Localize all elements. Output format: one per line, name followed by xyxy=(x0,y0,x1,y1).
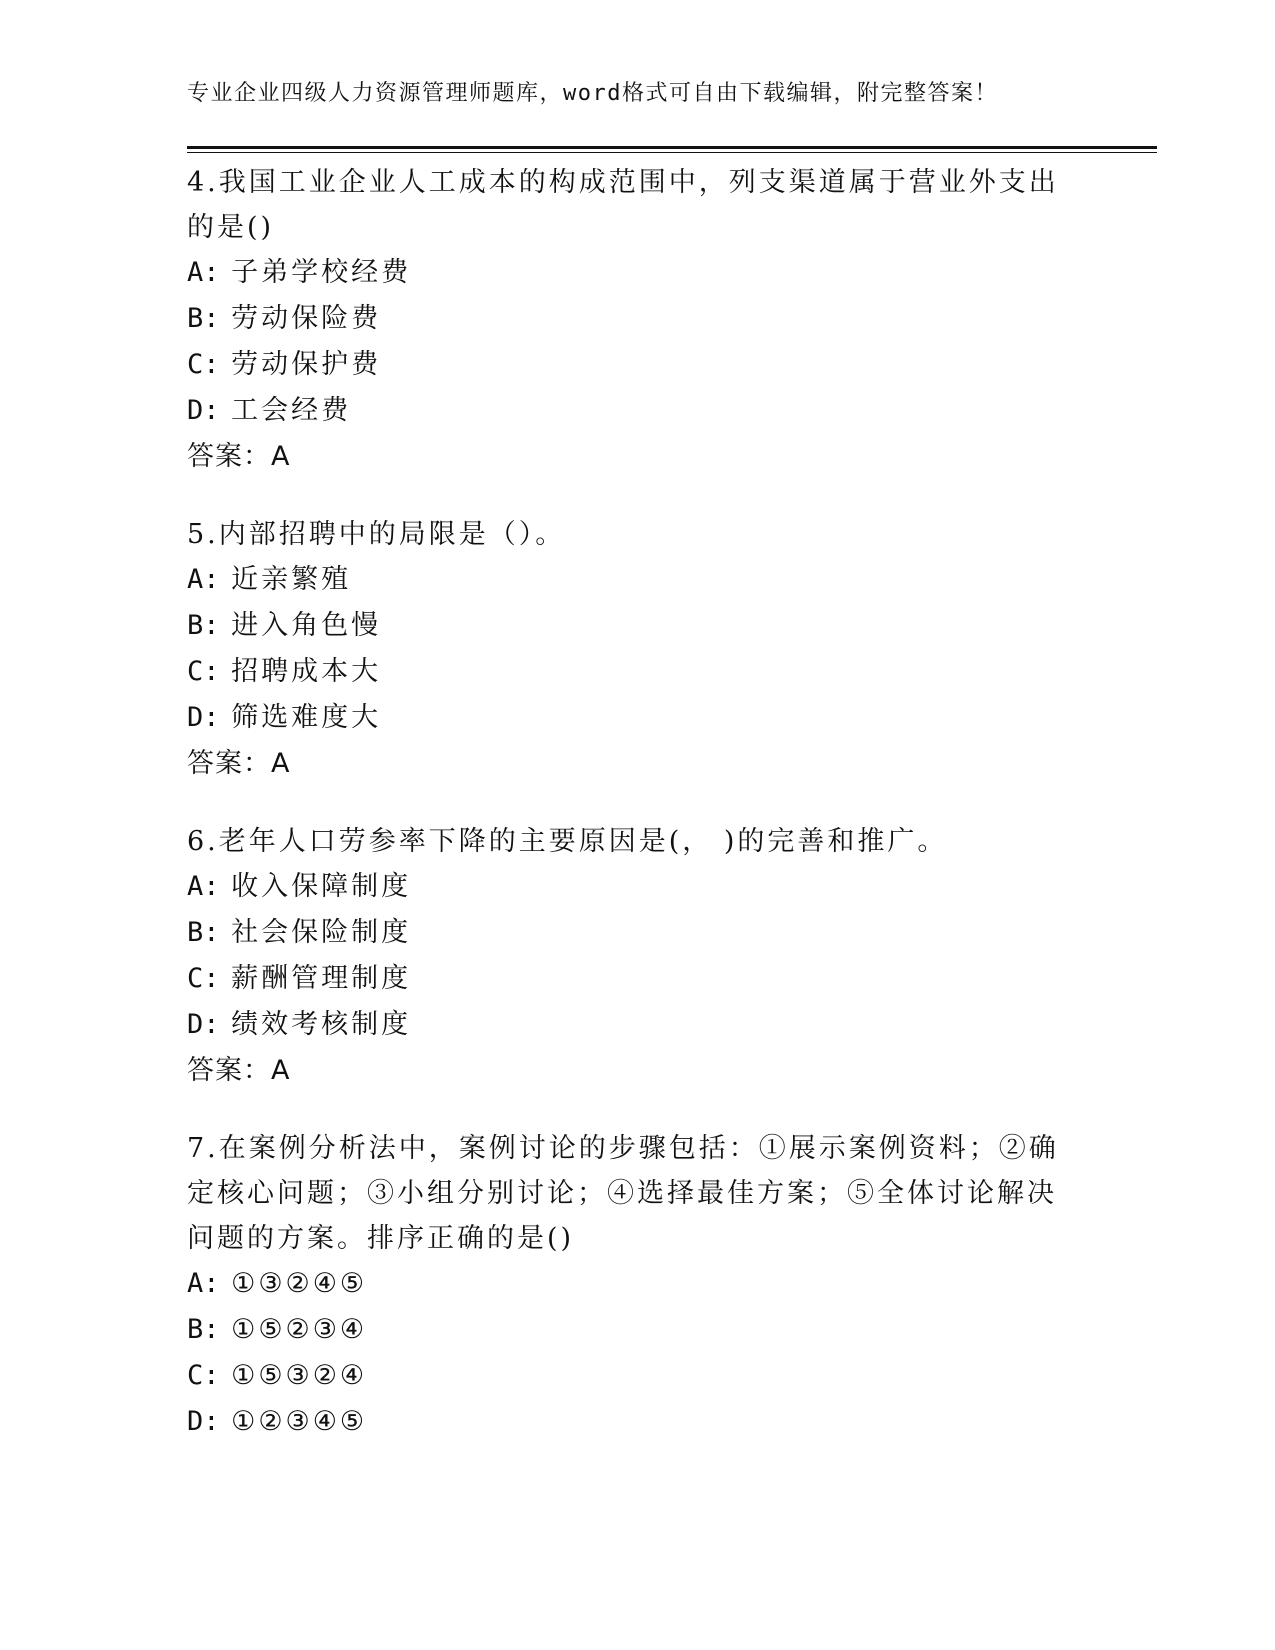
option-letter: C: xyxy=(187,349,220,380)
option-letter: A: xyxy=(187,564,220,595)
option-text: 劳动保险费 xyxy=(231,303,382,334)
answer-line: 答案：A xyxy=(187,1055,291,1086)
option-text: ①⑤③②④ xyxy=(231,1360,368,1391)
option-letter: C: xyxy=(187,963,220,994)
option-letter: D: xyxy=(187,1406,220,1437)
option-text: 劳动保护费 xyxy=(231,349,382,380)
header-rule-thin xyxy=(187,152,1157,153)
option-d xyxy=(187,1002,1067,1048)
option-letter: B: xyxy=(187,1314,220,1345)
option-a xyxy=(187,1261,1067,1307)
option-b xyxy=(187,910,1067,956)
option-d xyxy=(187,388,1067,434)
option-text: 招聘成本大 xyxy=(231,656,382,687)
answer-line: 答案：A xyxy=(187,748,291,779)
question-stem: 6.老年人口劳参率下降的主要原因是(， )的完善和推广。 xyxy=(187,826,948,857)
option-d xyxy=(187,1399,1067,1445)
option-text: ①⑤②③④ xyxy=(231,1314,368,1345)
option-a xyxy=(187,864,1067,910)
document-header: 专业企业四级人力资源管理师题库，word格式可自由下载编辑，附完整答案！ xyxy=(187,81,998,106)
option-letter: C: xyxy=(187,1360,220,1391)
option-b xyxy=(187,603,1067,649)
option-letter: D: xyxy=(187,702,220,733)
question-6 xyxy=(187,819,1067,1094)
question-7 xyxy=(187,1126,1067,1445)
option-c xyxy=(187,956,1067,1002)
option-text: 收入保障制度 xyxy=(231,871,412,902)
option-text: 近亲繁殖 xyxy=(231,564,352,595)
option-text: 工会经费 xyxy=(231,395,352,426)
option-d xyxy=(187,695,1067,741)
option-b xyxy=(187,1307,1067,1353)
option-letter: A: xyxy=(187,257,220,288)
question-5 xyxy=(187,512,1067,787)
option-text: 薪酬管理制度 xyxy=(231,963,412,994)
option-letter: C: xyxy=(187,656,220,687)
option-letter: D: xyxy=(187,1009,220,1040)
header-rule-thick xyxy=(187,146,1157,149)
option-c xyxy=(187,1353,1067,1399)
option-letter: B: xyxy=(187,610,220,641)
option-text: 社会保险制度 xyxy=(231,917,412,948)
question-stem: 7.在案例分析法中，案例讨论的步骤包括：①展示案例资料；②确定核心问题；③小组分别讨论；④选择最佳方案；⑤全体讨论解决问题的方案。排序正确的是() xyxy=(187,1133,1059,1254)
option-c xyxy=(187,649,1067,695)
option-text: ①②③④⑤ xyxy=(231,1406,368,1437)
option-letter: D: xyxy=(187,395,220,426)
question-4 xyxy=(187,160,1067,480)
option-text: 筛选难度大 xyxy=(231,702,382,733)
answer-line: 答案：A xyxy=(187,441,291,472)
option-text: 绩效考核制度 xyxy=(231,1009,412,1040)
option-c xyxy=(187,342,1067,388)
option-letter: B: xyxy=(187,917,220,948)
option-a xyxy=(187,557,1067,603)
option-b xyxy=(187,296,1067,342)
option-letter: A: xyxy=(187,1268,220,1299)
option-text: 子弟学校经费 xyxy=(231,257,412,288)
option-letter: A: xyxy=(187,871,220,902)
question-stem: 4.我国工业企业人工成本的构成范围中，列支渠道属于营业外支出的是() xyxy=(187,167,1059,243)
option-a xyxy=(187,250,1067,296)
question-list xyxy=(187,160,1067,1477)
question-stem: 5.内部招聘中的局限是（）。 xyxy=(187,519,566,550)
option-letter: B: xyxy=(187,303,220,334)
option-text: 进入角色慢 xyxy=(231,610,382,641)
option-text: ①③②④⑤ xyxy=(231,1268,368,1299)
